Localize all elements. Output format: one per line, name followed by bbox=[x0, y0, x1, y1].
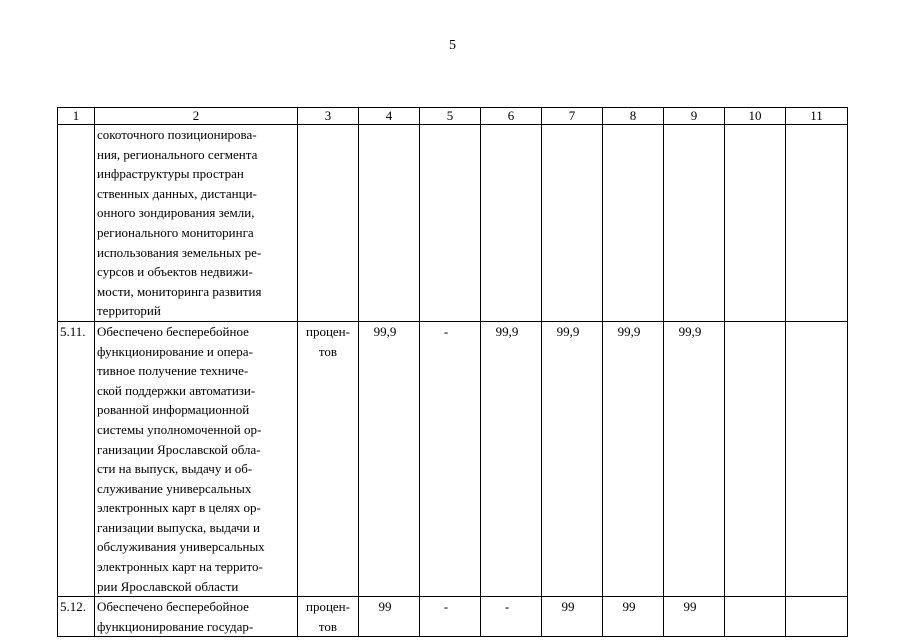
value-cell-col-6 bbox=[481, 125, 542, 322]
description-line: тивное получение техниче- bbox=[97, 363, 249, 379]
description-line: ния, регионального сегмента bbox=[97, 146, 258, 162]
value-cell-col-7 bbox=[542, 597, 603, 637]
value-text: 99,9 bbox=[373, 323, 397, 339]
description-line: электронных карт на террито- bbox=[97, 559, 263, 575]
row-number bbox=[58, 125, 95, 322]
row-description bbox=[95, 597, 298, 637]
value-text: 99,9 bbox=[617, 323, 641, 339]
row-number: 5.11. bbox=[58, 321, 95, 596]
value-cell-col-11 bbox=[786, 125, 848, 322]
description-line: сурсов и объектов недвижи- bbox=[97, 264, 253, 280]
value-cell-col-5 bbox=[420, 597, 481, 637]
value-cell-col-9 bbox=[664, 125, 725, 322]
column-header-7: 7 bbox=[542, 108, 603, 125]
value-cell-col-5 bbox=[420, 125, 481, 322]
value-cell-col-9 bbox=[664, 597, 725, 637]
value-text: - bbox=[443, 599, 449, 615]
column-header-10: 10 bbox=[725, 108, 786, 125]
table-row bbox=[58, 125, 848, 322]
description-line: онного зондирования земли, bbox=[97, 205, 255, 221]
column-header-5: 5 bbox=[420, 108, 481, 125]
description-line: функционирование и опера- bbox=[97, 343, 253, 359]
value-cell-col-6 bbox=[481, 321, 542, 596]
description-line: рии Ярославской области bbox=[97, 578, 239, 594]
value-cell-col-4 bbox=[359, 125, 420, 322]
value-cell-col-4 bbox=[359, 321, 420, 596]
page-number: 5 bbox=[449, 38, 456, 53]
row-unit: процен- тов bbox=[298, 321, 359, 596]
column-header-4: 4 bbox=[359, 108, 420, 125]
value-cell-col-10 bbox=[725, 321, 786, 596]
value-text: 99,9 bbox=[495, 323, 519, 339]
value-cell-col-6 bbox=[481, 597, 542, 637]
description-line: инфраструктуры простран bbox=[97, 166, 244, 182]
value-text: 99,9 bbox=[556, 323, 580, 339]
column-header-1: 1 bbox=[58, 108, 95, 125]
row-unit: процен- тов bbox=[298, 597, 359, 637]
table-row bbox=[58, 321, 848, 596]
indicators-table bbox=[57, 107, 848, 637]
value-cell-col-5 bbox=[420, 321, 481, 596]
value-cell-col-11 bbox=[786, 597, 848, 637]
description-line: регионального мониторинга bbox=[97, 224, 254, 240]
description-line: Обеспечено бесперебойное bbox=[97, 323, 249, 339]
value-text: - bbox=[443, 323, 449, 339]
value-cell-col-10 bbox=[725, 125, 786, 322]
column-header-11: 11 bbox=[786, 108, 848, 125]
description-line: сокоточного позиционирова- bbox=[97, 127, 257, 142]
description-line: Обеспечено бесперебойное bbox=[97, 599, 249, 615]
table-row bbox=[58, 597, 848, 637]
value-cell-col-7 bbox=[542, 321, 603, 596]
column-header-9: 9 bbox=[664, 108, 725, 125]
column-header-8: 8 bbox=[603, 108, 664, 125]
description-line: ганизации выпуска, выдачи и bbox=[97, 519, 260, 535]
value-cell-col-9 bbox=[664, 321, 725, 596]
value-text: 99 bbox=[683, 599, 697, 615]
value-cell-col-4 bbox=[359, 597, 420, 637]
description-line: ственных данных, дистанци- bbox=[97, 185, 257, 201]
value-cell-col-7 bbox=[542, 125, 603, 322]
value-text: - bbox=[504, 599, 510, 615]
row-description bbox=[95, 125, 298, 322]
column-header-3: 3 bbox=[298, 108, 359, 125]
description-line: функционирование государ- bbox=[97, 618, 254, 634]
table-header-row bbox=[58, 108, 848, 125]
description-line: мости, мониторинга развития bbox=[97, 283, 262, 299]
description-line: служивание универсальных bbox=[97, 480, 252, 496]
value-cell-col-10 bbox=[725, 597, 786, 637]
description-line: ской поддержки автоматизи- bbox=[97, 382, 256, 398]
value-cell-col-8 bbox=[603, 597, 664, 637]
value-text: 99 bbox=[378, 599, 392, 615]
row-description bbox=[95, 321, 298, 596]
value-text: 99 bbox=[622, 599, 636, 615]
description-line: электронных карт в целях ор- bbox=[97, 500, 261, 516]
row-number: 5.12. bbox=[58, 597, 95, 637]
column-header-2: 2 bbox=[95, 108, 298, 125]
column-header-6: 6 bbox=[481, 108, 542, 125]
value-text: 99 bbox=[561, 599, 575, 615]
description-line: территорий bbox=[97, 303, 161, 319]
value-cell-col-11 bbox=[786, 321, 848, 596]
description-line: ганизации Ярославской обла- bbox=[97, 441, 261, 457]
description-line: системы уполномоченной ор- bbox=[97, 421, 262, 437]
description-line: использования земельных ре- bbox=[97, 244, 262, 260]
value-cell-col-8 bbox=[603, 125, 664, 322]
description-line: рованной информационной bbox=[97, 402, 250, 418]
description-line: сти на выпуск, выдачу и об- bbox=[97, 461, 253, 477]
value-cell-col-8 bbox=[603, 321, 664, 596]
value-text: 99,9 bbox=[678, 323, 702, 339]
description-line: обслуживания универсальных bbox=[97, 539, 265, 555]
row-unit bbox=[298, 125, 359, 322]
